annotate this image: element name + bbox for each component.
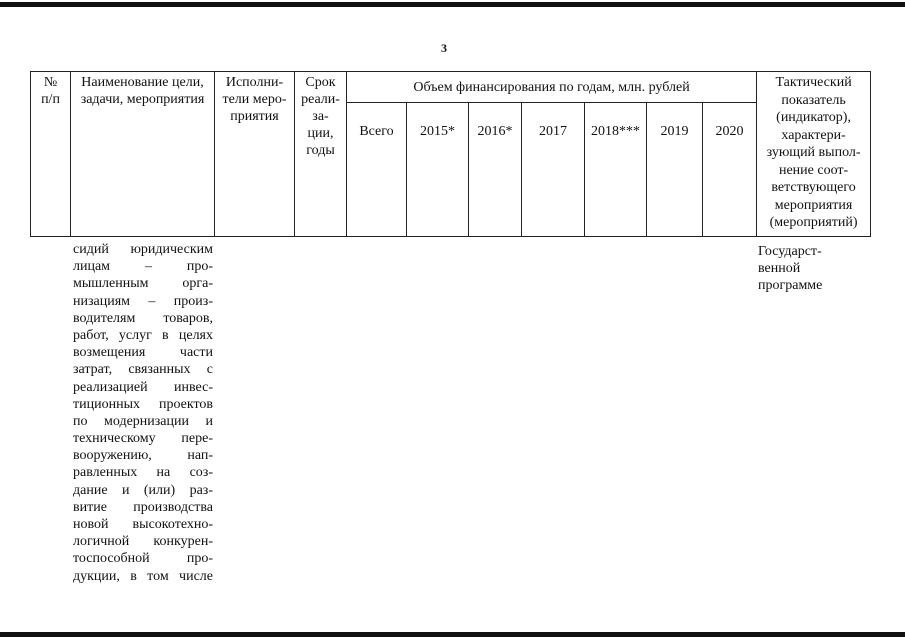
- text-line: затрат, связанных с: [73, 362, 213, 378]
- header-term: Срок реали- за- ции, годы: [295, 72, 347, 237]
- page-number: 3: [441, 41, 447, 55]
- text-line: равленных на соз-: [73, 465, 213, 481]
- text-line: дание и (или) раз-: [73, 482, 213, 498]
- activity-description: [73, 241, 213, 585]
- indicator-text: [758, 243, 868, 294]
- text-line: по модернизации и: [73, 413, 213, 429]
- header-year-2019: 2019: [647, 103, 703, 237]
- text-line: мышленным орга-: [73, 276, 213, 292]
- header-indicator: Тактический показатель (индикатор), характери- зующий выпол- нение соот- ветствующего мероприятия (мероприятий): [757, 72, 871, 237]
- header-year-total: Всего: [347, 103, 407, 237]
- header-num: № п/п: [31, 72, 71, 237]
- text-line: логичной конкурен-: [73, 534, 213, 550]
- text-line: лицам – про-: [73, 259, 213, 275]
- text-line: сидий юридическим: [73, 242, 213, 257]
- text-line: низациям – произ-: [73, 293, 213, 309]
- text-line: реализацией инвес-: [73, 379, 213, 395]
- text-line: тиционных проектов: [73, 396, 213, 412]
- bottom-rule: [0, 632, 905, 637]
- header-name: Наименование цели, задачи, мероприятия: [71, 72, 215, 237]
- header-year-2016: 2016*: [469, 103, 522, 237]
- header-financing: Объем финансирования по годам, млн. рублей: [347, 72, 757, 103]
- text-line: работ, услуг в целях: [73, 327, 213, 343]
- text-line: возмещения части: [73, 345, 213, 361]
- text-line: тоспособной про-: [73, 551, 213, 567]
- text-line: вооружению, нап-: [73, 448, 213, 464]
- header-year-2015: 2015*: [407, 103, 469, 237]
- top-rule: [0, 2, 905, 7]
- text-line: техническому пере-: [73, 431, 213, 447]
- text-line: дукции, в том числе: [73, 568, 213, 584]
- header-year-2017: 2017: [522, 103, 585, 237]
- text-line: водителям товаров,: [73, 310, 213, 326]
- indicator-line: венной: [758, 261, 801, 276]
- header-executors: Исполни- тели меро- приятия: [215, 72, 295, 237]
- text-line: новой высокотехно-: [73, 517, 213, 532]
- header-year-2020: 2020: [703, 103, 757, 237]
- text-line: витие производства: [73, 499, 213, 515]
- indicator-line: программе: [758, 278, 823, 293]
- header-year-2018: 2018***: [585, 103, 647, 237]
- financing-table-header: [30, 71, 871, 237]
- indicator-line: Государст-: [758, 244, 822, 259]
